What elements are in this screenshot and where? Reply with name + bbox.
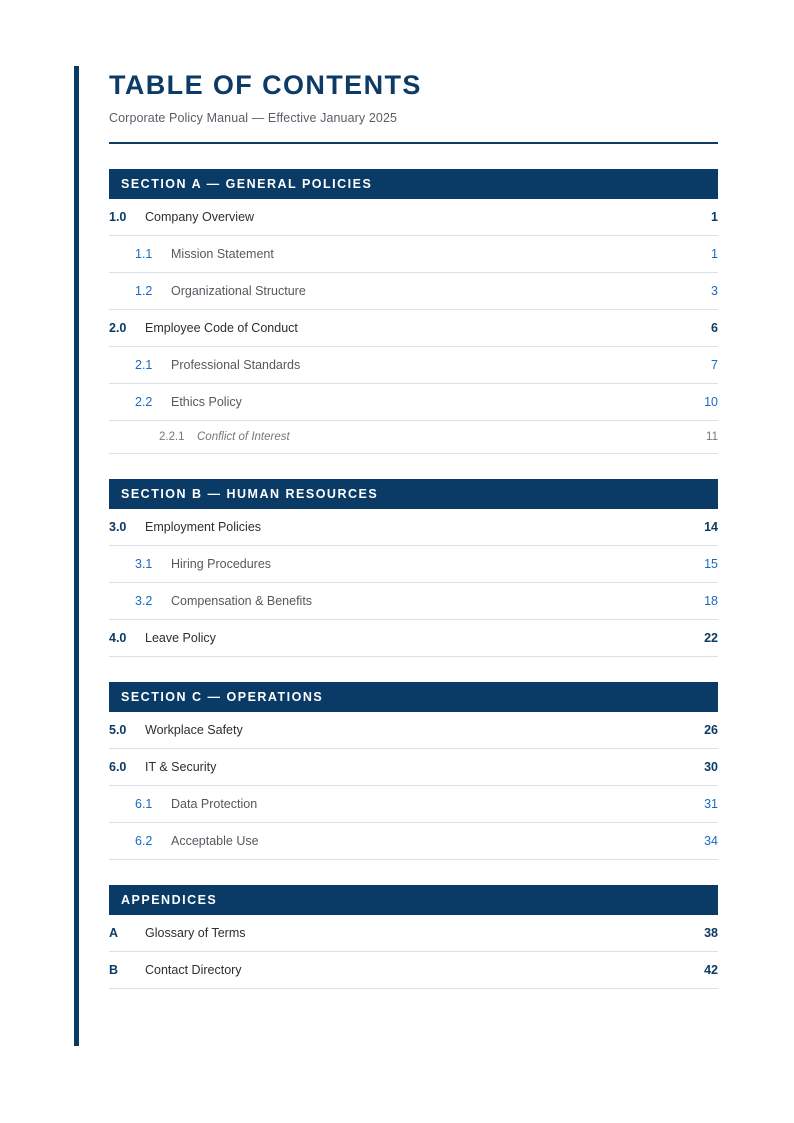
- toc-section-list: [109, 169, 718, 989]
- toc-entry-page-number: 31: [704, 797, 718, 812]
- toc-entry-page-number: 34: [704, 834, 718, 849]
- toc-entry-number: 3.1: [135, 557, 153, 572]
- toc-entry-number: 2.2: [135, 395, 153, 410]
- toc-entry-list: [109, 915, 718, 989]
- toc-entry[interactable]: [109, 952, 718, 989]
- toc-entry[interactable]: [109, 310, 718, 347]
- section-header-bar: SECTION C — OPERATIONS: [109, 682, 718, 712]
- toc-entry-title: Conflict of Interest: [197, 431, 290, 444]
- toc-entry-title: Data Protection: [171, 797, 258, 812]
- toc-entry[interactable]: [109, 384, 718, 421]
- toc-entry-number: A: [109, 926, 119, 941]
- toc-entry-number: 6.2: [135, 834, 153, 849]
- document-header: [109, 70, 718, 144]
- toc-entry-title: Acceptable Use: [171, 834, 259, 849]
- toc-entry-page-number: 1: [711, 210, 718, 225]
- toc-entry[interactable]: [109, 583, 718, 620]
- toc-entry-number: B: [109, 963, 119, 978]
- toc-entry-title: IT & Security: [145, 760, 217, 775]
- toc-entry[interactable]: [109, 620, 718, 657]
- section-header-bar: SECTION B — HUMAN RESOURCES: [109, 479, 718, 509]
- toc-entry[interactable]: [109, 509, 718, 546]
- toc-entry[interactable]: [109, 823, 718, 860]
- toc-entry[interactable]: [109, 915, 718, 952]
- toc-entry-number: 1.0: [109, 210, 127, 225]
- toc-entry-page-number: 22: [704, 631, 718, 646]
- toc-entry-number: 2.2.1: [159, 431, 185, 444]
- toc-entry-number: 2.1: [135, 358, 153, 373]
- toc-entry-title: Employment Policies: [145, 520, 262, 535]
- page-title: TABLE OF CONTENTS: [109, 70, 422, 100]
- toc-entry[interactable]: [109, 236, 718, 273]
- toc-entry-title: Employee Code of Conduct: [145, 321, 298, 336]
- toc-entry-number: 4.0: [109, 631, 127, 646]
- toc-entry-page-number: 42: [704, 963, 718, 978]
- toc-entry-title: Glossary of Terms: [145, 926, 246, 941]
- toc-entry[interactable]: [109, 421, 718, 454]
- toc-entry-title: Contact Directory: [145, 963, 242, 978]
- toc-entry-number: 6.1: [135, 797, 153, 812]
- toc-entry-page-number: 10: [704, 395, 718, 410]
- toc-entry[interactable]: [109, 199, 718, 236]
- toc-entry[interactable]: [109, 273, 718, 310]
- toc-entry-title: Professional Standards: [171, 358, 301, 373]
- toc-entry-page-number: 14: [704, 520, 718, 535]
- toc-entry-title: Hiring Procedures: [171, 557, 272, 572]
- toc-entry[interactable]: [109, 712, 718, 749]
- toc-entry-title: Compensation & Benefits: [171, 594, 313, 609]
- toc-entry-title: Workplace Safety: [145, 723, 243, 738]
- toc-entry-list: [109, 199, 718, 454]
- toc-entry-number: 6.0: [109, 760, 127, 775]
- toc-entry-page-number: 18: [704, 594, 718, 609]
- toc-entry-page-number: 7: [711, 358, 718, 373]
- toc-entry-page-number: 30: [704, 760, 718, 775]
- toc-entry-page-number: 15: [704, 557, 718, 572]
- toc-entry-title: Mission Statement: [171, 247, 274, 262]
- toc-entry-number: 1.2: [135, 284, 153, 299]
- toc-entry-number: 3.0: [109, 520, 127, 535]
- toc-entry[interactable]: [109, 347, 718, 384]
- toc-entry-page-number: 6: [711, 321, 718, 336]
- toc-entry-title: Organizational Structure: [171, 284, 306, 299]
- toc-entry-page-number: 11: [706, 431, 718, 444]
- document-subtitle: Corporate Policy Manual — Effective January 2025: [109, 111, 398, 126]
- toc-entry-page-number: 1: [711, 247, 718, 262]
- toc-entry[interactable]: [109, 749, 718, 786]
- toc-entry-page-number: 26: [704, 723, 718, 738]
- title-divider: [109, 142, 718, 144]
- section-header-bar: APPENDICES: [109, 885, 718, 915]
- toc-entry[interactable]: [109, 786, 718, 823]
- toc-content: [109, 70, 718, 989]
- section-header-bar: SECTION A — GENERAL POLICIES: [109, 169, 718, 199]
- toc-entry-title: Company Overview: [145, 210, 255, 225]
- toc-entry-page-number: 3: [711, 284, 718, 299]
- toc-entry-title: Ethics Policy: [171, 395, 242, 410]
- toc-entry-list: [109, 509, 718, 657]
- toc-entry-number: 2.0: [109, 321, 127, 336]
- toc-entry-title: Leave Policy: [145, 631, 216, 646]
- toc-entry[interactable]: [109, 546, 718, 583]
- toc-entry-number: 3.2: [135, 594, 153, 609]
- toc-entry-number: 5.0: [109, 723, 127, 738]
- toc-entry-number: 1.1: [135, 247, 153, 262]
- toc-entry-page-number: 38: [704, 926, 718, 941]
- toc-entry-list: [109, 712, 718, 860]
- left-accent-bar: [74, 66, 79, 1046]
